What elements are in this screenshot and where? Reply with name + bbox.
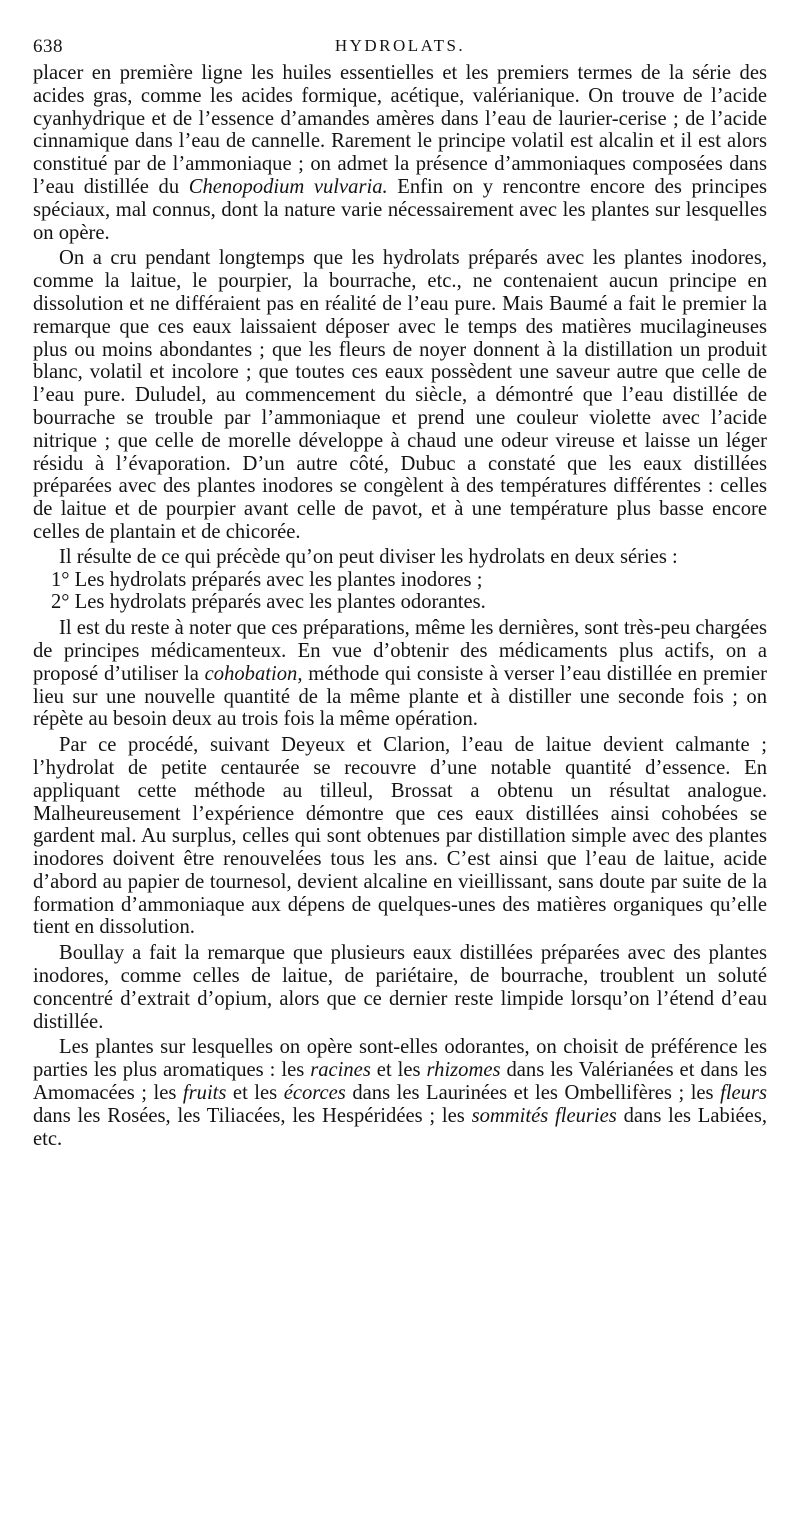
text-run: dans les Labiées, etc.	[33, 1104, 767, 1150]
text-run: On a cru pendant longtemps que les hydrolats préparés avec les plantes inodores, comme la laitue, le pourpier, la bourrache, etc., ne contenaient aucun principe en dissolution et ne différaient pas en réalité de l’eau pure. Mais Baumé a fait le premier la remarque que ces eaux laissaient déposer avec le temps des matières mucilagineuses plus ou moins abondantes ; que les fleurs de noyer donnent à la distillation un produit blanc, volatil et incolore ; que toutes ces eaux possèdent une saveur autre que celle de l’eau pure. Duludel, au commencement du siècle, a démontré que l’eau distillée de bourrache se trouble par l’ammoniaque et prend une couleur violette avec l’acide nitrique ; que celle de morelle développe à chaud une odeur vireuse et laisse un léger résidu à l’évaporation. D’un autre côté, Dubuc a constaté que les eaux distillées préparées avec des plantes inodores se congèlent à des températures différentes : celles de laitue et de pourpier avant celle de pavot, et à une température plus basse encore celles de plantain et de chicorée.	[33, 247, 767, 543]
text-run: placer en première ligne les huiles essentielles et les premiers termes de la série des acides gras, comme les acides formique, acétique, valérianique. On trouve de l’acide cyanhydrique et de l’essence d’amandes amères dans l’eau de laurier-cerise ; de l’acide cinnamique dans l’eau de cannelle. Rarement le principe volatil est alcalin et il est alors constitué par de l’ammoniaque ; on admet la présence d’ammoniaques composées dans l’eau distillée du	[33, 62, 767, 198]
italic-term: écorces	[283, 1082, 346, 1105]
running-header	[33, 28, 767, 62]
text-run: et les	[226, 1082, 284, 1105]
paragraph	[33, 247, 767, 543]
italic-term: rhizomes	[426, 1059, 501, 1082]
paragraph	[33, 734, 767, 939]
page-number: 638	[33, 36, 63, 57]
paragraph	[33, 546, 767, 569]
text-run: Il est du reste à noter que ces préparations, même les dernières, sont très-peu chargées de principes médicamenteux. En vue d’obtenir des médicaments plus actifs, on a proposé d’utiliser la	[33, 617, 767, 685]
list-item	[33, 591, 767, 614]
text-run: 1° Les hydrolats préparés avec les plantes inodores ;	[51, 568, 483, 591]
paragraph	[33, 1036, 767, 1150]
italic-term: racines	[310, 1059, 371, 1082]
text-run: dans les Rosées, les Tiliacées, les Hespéridées ; les	[33, 1104, 472, 1127]
paragraph	[33, 617, 767, 731]
text-run: Les plantes sur lesquelles on opère sont-elles odorantes, on choisit de préférence les parties les plus aromatiques : les	[33, 1036, 767, 1082]
paragraph	[33, 62, 767, 244]
text-run: Par ce procédé, suivant Deyeux et Clarion, l’eau de laitue devient calmante ; l’hydrolat de petite centaurée se recouvre d’une notable quantité d’essence. En appliquant cette méthode au tilleul, Brossat a obtenu un résultat analogue. Malheureusement l’expérience démontre que ces eaux distillées ainsi cohobées se gardent mal. Au surplus, celles qui sont obtenues par distillation simple avec des plantes inodores doivent être renouvelées tous les ans. C’est ainsi que l’eau de laitue, acide d’abord au papier de tournesol, devient alcaline en vieillissant, sans doute par suite de la formation d’ammoniaque aux dépens de quelques-unes des matières organiques qu’elle tient en dissolution.	[33, 734, 767, 939]
document-page	[33, 28, 767, 1150]
running-title: HYDROLATS.	[334, 36, 466, 55]
text-run: Boullay a fait la remarque que plusieurs eaux distillées préparées avec des plantes inodores, comme celles de laitue, de pariétaire, de bourrache, troublent un soluté concentré d’extrait d’opium, alors que ce dernier reste limpide lorsqu’on l’étend d’eau distillée.	[33, 942, 767, 1033]
text-run: Il résulte de ce qui précède qu’on peut diviser les hydrolats en deux séries :	[59, 545, 678, 568]
text-run: 2° Les hydrolats préparés avec les plantes odorantes.	[51, 591, 486, 614]
text-run: et les	[370, 1059, 427, 1082]
body-text	[33, 62, 767, 1150]
italic-term: fruits	[182, 1082, 227, 1105]
text-run: Enfin on y rencontre encore des principes spéciaux, mal connus, dont la nature varie nécessairement avec les plantes sur lesquelles on opère.	[33, 175, 767, 244]
text-run: dans les Laurinées et les Ombellifères ; les	[345, 1082, 721, 1105]
italic-term: sommités fleuries	[471, 1104, 617, 1127]
text-run: méthode qui consiste à verser l’eau distillée en premier lieu sur une nouvelle quantité de la même plante et à distiller une seconde fois ; on répète au besoin deux au trois fois la même opération.	[33, 662, 768, 731]
italic-term: Chenopodium vulvaria.	[188, 175, 388, 198]
italic-term: cohobation,	[204, 662, 303, 685]
list-item	[33, 569, 767, 592]
text-run: dans les Valérianées et dans les Amomacées ; les	[33, 1059, 767, 1105]
italic-term: fleurs	[720, 1082, 768, 1105]
paragraph	[33, 942, 767, 1033]
